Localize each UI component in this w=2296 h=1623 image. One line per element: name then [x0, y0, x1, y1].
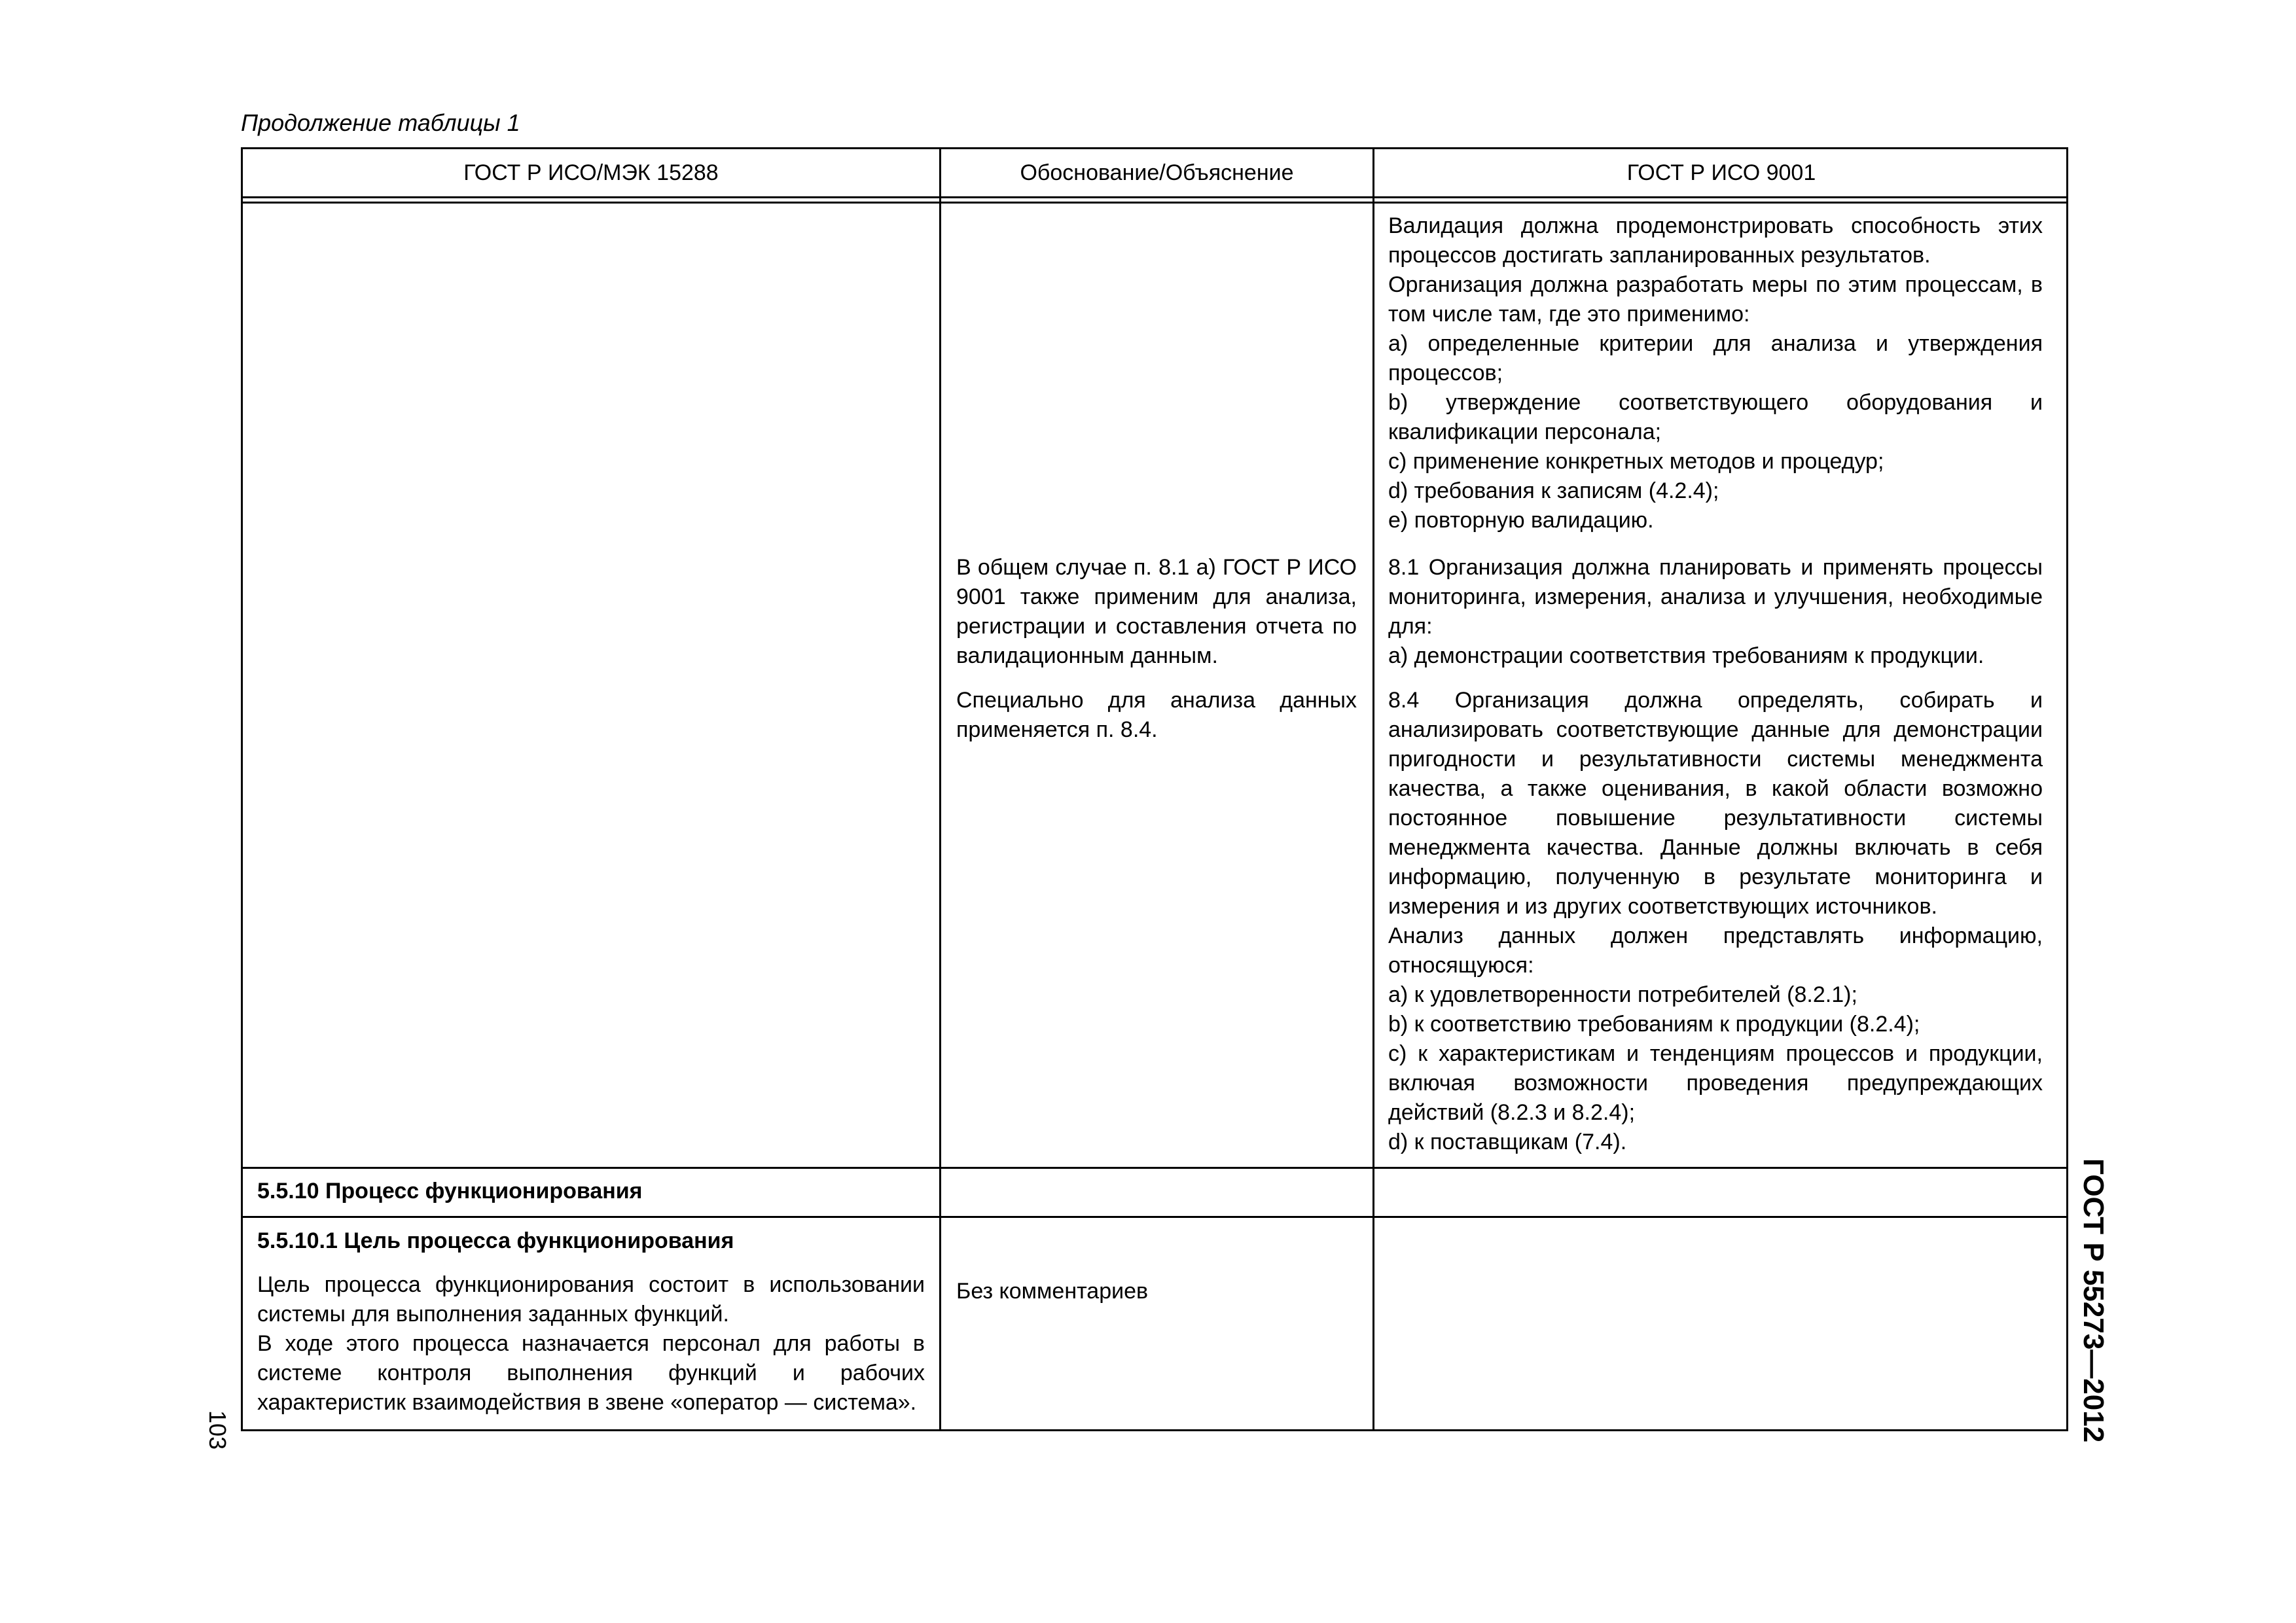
paragraph: Анализ данных должен представлять информацию, относящуюся:	[1388, 923, 2043, 978]
column-divider	[1372, 149, 1374, 1429]
page-number: 103	[204, 1410, 231, 1450]
section-heading: 5.5.10 Процесс функционирования	[257, 1179, 643, 1204]
list-item: d) к поставщикам (7.4).	[1388, 1130, 1627, 1154]
paragraph: Организация должна разработать меры по этим процессам, в том числе там, где это применимо:	[1388, 272, 2043, 327]
column-header: ГОСТ Р ИСО/МЭК 15288	[463, 160, 719, 185]
paragraph: В ходе этого процесса назначается персонал для работы в системе контроля выполнения функций и рабочих характеристик взаимодействия в звене «оператор — система».	[257, 1331, 925, 1415]
column-header: ГОСТ Р ИСО 9001	[1626, 160, 1816, 185]
paragraph: 8.4 Организация должна определять, собирать и анализировать соответствующие данные для демонстрации пригодности и результативности системы менеджмента качества, а также оценивания, в какой области возможно постоянное повышение результативности системы менеджмента качества. Данные должны включать в себя информацию, полученную в результате мониторинга и измерения и из других соответствующих источников.	[1388, 688, 2043, 919]
column-divider	[939, 149, 941, 1429]
rationale-text	[956, 553, 1357, 671]
iso9001-validation-text	[1388, 211, 2043, 535]
list-item: c) к характеристикам и тенденциям процессов и продукции, включая возможности проведения предупреждающих действий (8.2.3 и 8.2.4);	[1388, 1041, 2043, 1125]
header-divider-2	[243, 202, 2066, 204]
list-item: e) повторную валидацию.	[1388, 508, 1654, 533]
paragraph: Валидация должна продемонстрировать способность этих процессов достигать запланированных результатов.	[1388, 213, 2043, 268]
list-item: a) демонстрации соответствия требованиям к продукции.	[1388, 643, 1984, 668]
list-item: b) к соответствию требованиям к продукции (8.2.4);	[1388, 1012, 1920, 1037]
paragraph: В общем случае п. 8.1 а) ГОСТ Р ИСО 9001 также применим для анализа, регистрации и составления отчета по валидационным данным.	[956, 555, 1357, 668]
document-designation: ГОСТ Р 55273—2012	[2077, 1158, 2109, 1443]
list-item: d) требования к записям (4.2.4);	[1388, 478, 1719, 503]
list-item: a) определенные критерии для анализа и утверждения процессов;	[1388, 331, 2043, 385]
list-item: b) утверждение соответствующего оборудования и квалификации персонала;	[1388, 390, 2043, 444]
list-item: c) применение конкретных методов и процедур;	[1388, 449, 1884, 474]
column-header: Обоснование/Объяснение	[1020, 160, 1294, 185]
section-heading: 5.5.10.1 Цель процесса функционирования	[257, 1228, 734, 1253]
comparison-table	[241, 147, 2068, 1431]
row-divider	[243, 1216, 2066, 1218]
iso9001-clause-8-1	[1388, 553, 2043, 671]
rationale-text	[956, 686, 1357, 745]
paragraph: 8.1 Организация должна планировать и применять процессы мониторинга, измерения, анализа и улучшения, необходимые для:	[1388, 555, 2043, 639]
paragraph: Цель процесса функционирования состоит в использовании системы для выполнения заданных функций.	[257, 1272, 925, 1327]
section-5-5-10-1-cell	[257, 1226, 925, 1418]
list-item: a) к удовлетворенности потребителей (8.2.1);	[1388, 982, 1857, 1007]
row-divider	[243, 1167, 2066, 1169]
paragraph: Специально для анализа данных применяется п. 8.4.	[956, 688, 1357, 742]
header-divider-1	[243, 196, 2066, 198]
table-caption: Продолжение таблицы 1	[241, 109, 520, 136]
iso9001-clause-8-4	[1388, 686, 2043, 1157]
rationale-text: Без комментариев	[956, 1279, 1149, 1304]
